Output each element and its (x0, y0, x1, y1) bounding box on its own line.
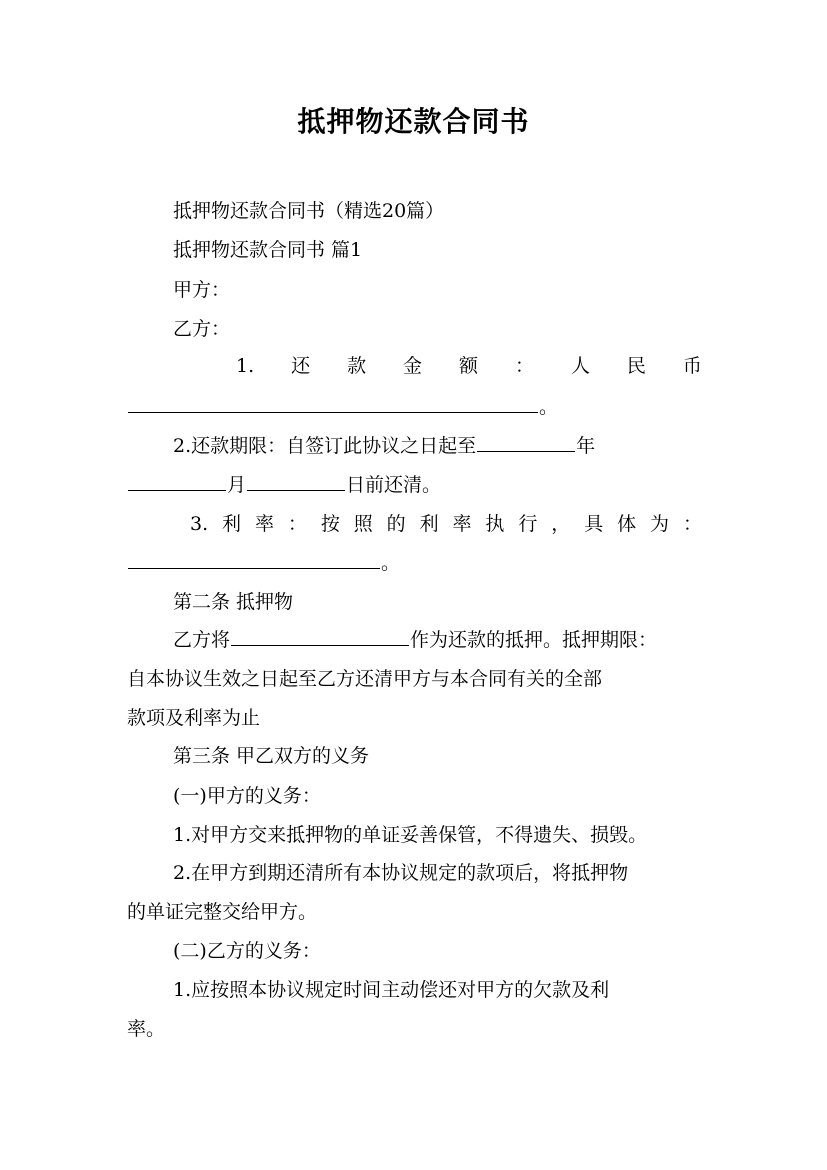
item3-char: 3. (190, 513, 209, 535)
item1-char: 人 (570, 355, 590, 377)
party-a-duty-2-line1: 2.在甲方到期还清所有本协议规定的款项后，将抵押物 (173, 862, 629, 884)
item3-char: 照 (353, 513, 373, 535)
item1-char: ： (514, 355, 534, 377)
article3-heading: 第三条 甲乙双方的义务 (173, 745, 370, 767)
collateral-blank[interactable] (231, 626, 409, 646)
item1-line2 (127, 392, 702, 422)
interest-blank[interactable] (128, 549, 380, 569)
item1-char: 额 (459, 355, 479, 377)
section-heading: 抵押物还款合同书 篇1 (173, 239, 363, 261)
item1-end: 。 (539, 396, 559, 418)
document-title: 抵押物还款合同书 (297, 105, 530, 138)
item3-char: 按 (320, 513, 340, 535)
item3-char: ： (682, 513, 702, 535)
day-blank[interactable] (247, 471, 345, 491)
item3-line1 (190, 509, 702, 539)
item2-month: 月 (227, 474, 247, 496)
item3-line2 (127, 548, 702, 578)
month-blank[interactable] (128, 471, 226, 491)
item1-char: 款 (347, 355, 367, 377)
item3-char: 具 (584, 513, 604, 535)
item3-char: 体 (617, 513, 637, 535)
subtitle: 抵押物还款合同书（精选20篇） (173, 200, 445, 222)
item1-char: 民 (626, 355, 646, 377)
item2-year: 年 (576, 435, 596, 457)
party-b-duties-heading: (二)乙方的义务： (173, 940, 321, 962)
article2-line1 (173, 625, 718, 655)
party-a-duty-1: 1.对甲方交来抵押物的单证妥善保管，不得遗失、损毁。 (173, 824, 648, 846)
party-a-label: 甲方： (173, 279, 231, 301)
party-a-duty-2-line2: 的单证完整交给甲方。 (127, 901, 318, 923)
item1-char: 1. (236, 355, 255, 377)
party-b-duty-1-line2: 率。 (127, 1018, 166, 1040)
item1-char: 还 (291, 355, 311, 377)
article2-suffix: 作为还款的抵押。抵押期限： (410, 629, 658, 651)
party-b-label: 乙方： (173, 318, 231, 340)
item3-char: 率 (452, 513, 472, 535)
item3-char: 行 (518, 513, 538, 535)
item3-char: 利 (222, 513, 242, 535)
article2-heading: 第二条 抵押物 (173, 591, 294, 613)
article2-line3: 款项及利率为止 (127, 707, 261, 729)
year-blank[interactable] (477, 432, 575, 452)
article2-line2: 自本协议生效之日起至乙方还清甲方与本合同有关的全部 (127, 668, 603, 690)
item3-char: 利 (419, 513, 439, 535)
item3-end: 。 (381, 552, 401, 574)
item2-line1 (173, 431, 702, 461)
party-b-duty-1-line1: 1.应按照本协议规定时间主动偿还对甲方的欠款及利 (173, 979, 610, 1001)
item1-line1 (236, 351, 702, 381)
amount-blank[interactable] (128, 393, 538, 413)
item3-char: 的 (386, 513, 406, 535)
article2-prefix: 乙方将 (173, 629, 231, 651)
item3-char: 率 (254, 513, 274, 535)
item2-line2 (127, 470, 702, 500)
item3-char: 执 (485, 513, 505, 535)
party-a-duties-heading: (一)甲方的义务： (173, 785, 321, 807)
item3-char: ： (287, 513, 307, 535)
item1-char: 币 (682, 355, 702, 377)
item2-suffix: 日前还清。 (346, 474, 442, 496)
item3-char: ， (551, 513, 571, 535)
item1-char: 金 (403, 355, 423, 377)
item2-prefix: 2.还款期限：自签订此协议之日起至 (173, 435, 477, 457)
item3-char: 为 (650, 513, 670, 535)
